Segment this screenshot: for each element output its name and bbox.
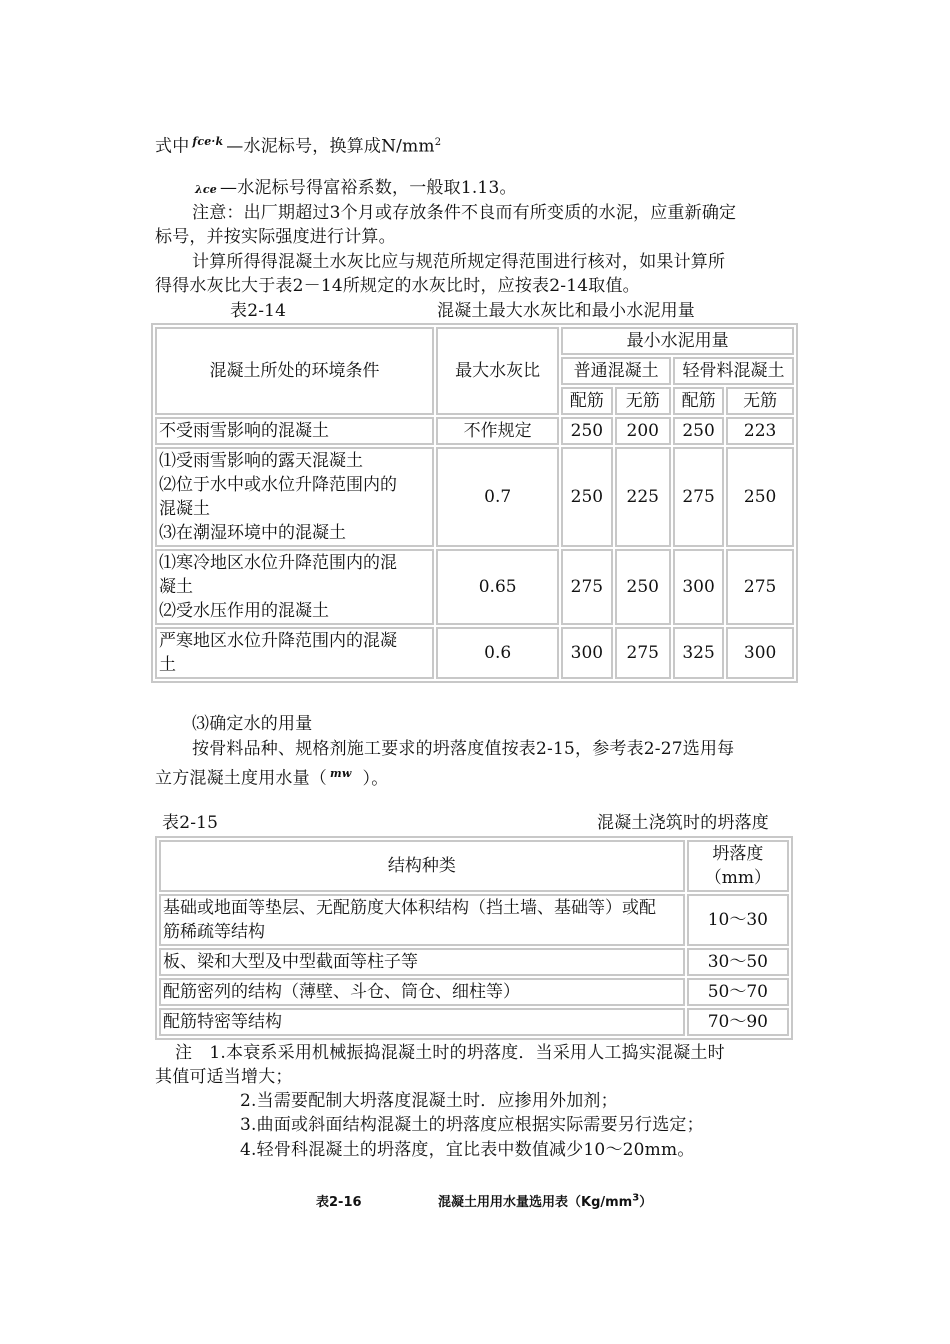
- note-3: 3.曲面或斜面结构混凝土的坍落度应根据实际需要另行选定；: [240, 1115, 704, 1135]
- table-2-14: [151, 323, 798, 683]
- slump-cell: 50～70: [687, 978, 789, 1006]
- value-cell: 225: [615, 447, 671, 547]
- header-min-cement: 最小水泥用量: [561, 327, 794, 355]
- note-line-2: 标号，并按实际强度进行计算。: [155, 227, 396, 247]
- structure-cell: 基础或地面等垫层、无配筋度大体积结构（挡土墙、基础等）或配 筋稀疏等结构: [159, 894, 685, 946]
- superscript-2: 2: [434, 137, 442, 148]
- table15-title: 混凝土浇筑时的坍落度: [597, 813, 769, 833]
- value-cell: 275: [673, 447, 724, 547]
- value-cell: 275: [726, 549, 794, 625]
- value-cell: 300: [561, 627, 612, 679]
- table-2-15: [155, 836, 793, 1040]
- table-row: [155, 627, 794, 679]
- value-cell: 250: [673, 417, 724, 445]
- env-cell: ⑴寒冷地区水位升降范围内的混 凝土 ⑵受水压作用的混凝土: [155, 549, 434, 625]
- ratio-cell: 0.7: [436, 447, 559, 547]
- value-cell: 250: [726, 447, 794, 547]
- water-line-1: 按骨料品种、规格剂施工要求的坍落度值按表2-15，参考表2-27选用每: [192, 739, 735, 759]
- formula-text-1: —水泥标号，换算成N/mm: [226, 136, 435, 157]
- value-cell: 250: [561, 447, 612, 547]
- value-cell: 275: [561, 549, 612, 625]
- slump-cell: 10～30: [687, 894, 789, 946]
- slump-cell: 70～90: [687, 1008, 789, 1036]
- header-normal: 普通混凝土: [561, 357, 671, 385]
- structure-cell: 板、梁和大型及中型截面等柱子等: [159, 948, 685, 976]
- formula-text-2: —水泥标号得富裕系数，一般取1.13。: [220, 178, 517, 198]
- formula-line-1: [155, 130, 441, 159]
- env-cell: 严寒地区水位升降范围内的混凝 土: [155, 627, 434, 679]
- value-cell: 325: [673, 627, 724, 679]
- header-norebar-normal: 无筋: [615, 387, 671, 415]
- table-row: [159, 894, 789, 946]
- formula-prefix: 式中: [155, 136, 190, 157]
- structure-cell: 配筋特密等结构: [159, 1008, 685, 1036]
- symbol-mw: mw: [330, 767, 352, 780]
- calc-line-1: 计算所得得混凝土水灰比应与规范所规定得范围进行核对，如果计算所: [192, 252, 726, 272]
- header-ratio: 最大水灰比: [436, 327, 559, 415]
- header-slump: 坍落度（mm）: [687, 840, 789, 892]
- calc-line-2: 得得水灰比大于表2－14所规定的水灰比时，应按表2-14取值。: [155, 276, 640, 296]
- structure-cell: 配筋密列的结构（薄壁、斗仓、筒仓、细柱等）: [159, 978, 685, 1006]
- note-2: 2.当需要配制大坍落度混凝土时．应掺用外加剂；: [240, 1091, 618, 1111]
- note-1b: 其值可适当增大；: [155, 1067, 293, 1087]
- note-4: 4.轻骨科混凝土的坍落度，宜比表中数值减少10～20mm。: [240, 1140, 695, 1160]
- value-cell: 250: [561, 417, 612, 445]
- header-env: 混凝土所处的环境条件: [155, 327, 434, 415]
- water-line-2: 立方混凝土度用水量（ $^{mw}$ ）。: [155, 767, 389, 789]
- note-1a: 注 1.本衰系采用机械振捣混凝土时的坍落度．当采用人工捣实混凝土时: [175, 1043, 725, 1063]
- header-light: 轻骨料混凝土: [673, 357, 794, 385]
- table-row: [155, 417, 794, 445]
- table-row: [155, 549, 794, 625]
- table14-label: 表2-14: [230, 301, 287, 321]
- table-row: [155, 447, 794, 547]
- value-cell: 300: [673, 549, 724, 625]
- note-line-1: 注意：出厂期超过3个月或存放条件不良而有所变质的水泥，应重新确定: [192, 203, 737, 223]
- value-cell: 300: [726, 627, 794, 679]
- slump-cell: 30～50: [687, 948, 789, 976]
- header-rebar-light: 配筋: [673, 387, 724, 415]
- symbol-lambda-ce: λce: [195, 183, 218, 196]
- header-norebar-light: 无筋: [726, 387, 794, 415]
- header-structure-type: 结构种类: [159, 840, 685, 892]
- ratio-cell: 0.6: [436, 627, 559, 679]
- ratio-cell: 0.65: [436, 549, 559, 625]
- table-row: [159, 1008, 789, 1036]
- table16-label: 表2-16: [316, 1195, 362, 1210]
- env-cell: ⑴受雨雪影响的露天混凝土 ⑵位于水中或水位升降范围内的 混凝土 ⑶在潮湿环境中的混凝土: [155, 447, 434, 547]
- table-row: [159, 978, 789, 1006]
- value-cell: 223: [726, 417, 794, 445]
- symbol-fce: fce·k: [192, 135, 224, 148]
- value-cell: 250: [615, 549, 671, 625]
- value-cell: 275: [615, 627, 671, 679]
- table-row: [159, 948, 789, 976]
- ratio-cell: 不作规定: [436, 417, 559, 445]
- table14-title: 混凝土最大水灰比和最小水泥用量: [437, 301, 695, 321]
- env-cell: 不受雨雪影响的混凝土: [155, 417, 434, 445]
- water-heading: ⑶确定水的用量: [192, 714, 313, 734]
- table16-title: 混凝土用用水量选用表$(Kg/mm^3)$: [438, 1192, 653, 1210]
- formula-line-2: [195, 176, 517, 202]
- header-rebar-normal: 配筋: [561, 387, 612, 415]
- superscript-3: 3: [632, 1192, 640, 1204]
- value-cell: 200: [615, 417, 671, 445]
- table15-label: 表2-15: [162, 813, 219, 833]
